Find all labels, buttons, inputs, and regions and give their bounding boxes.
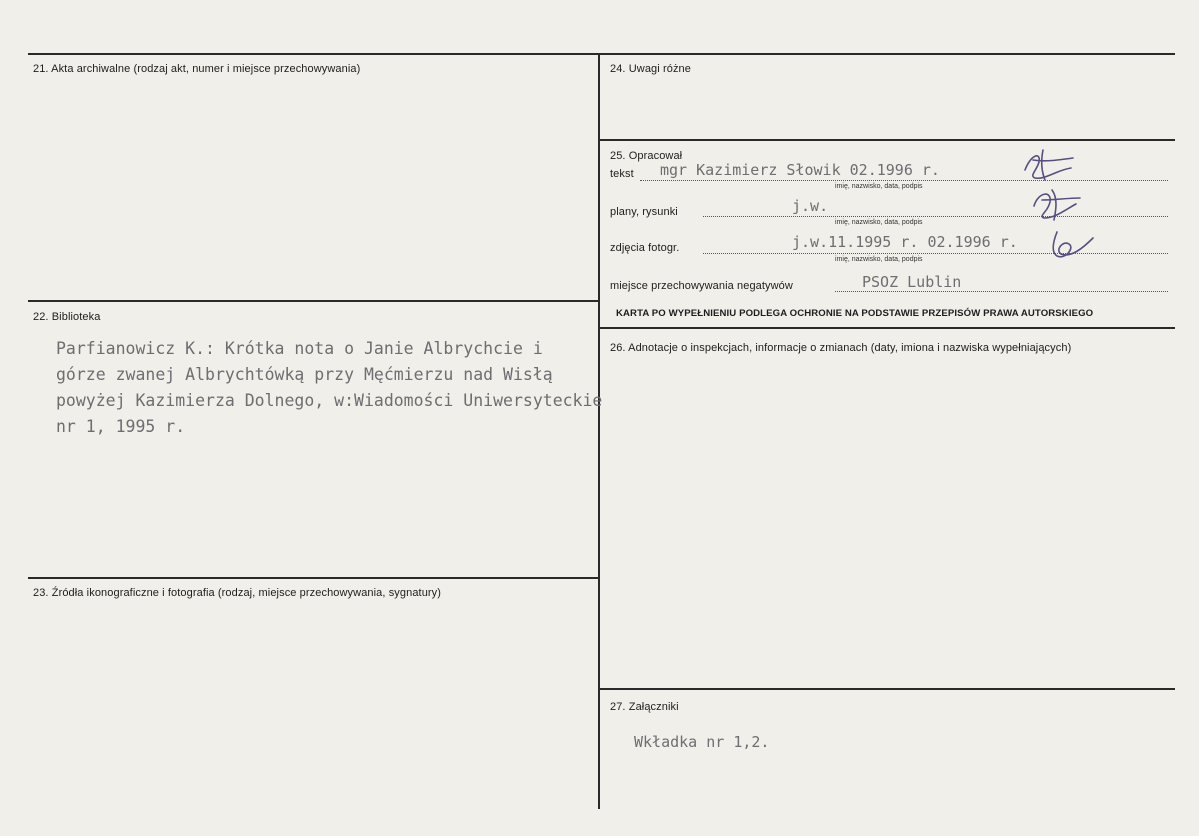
- zdjecia-value: j.w.11.1995 r. 02.1996 r.: [792, 233, 1018, 251]
- tekst-value: mgr Kazimierz Słowik 02.1996 r.: [660, 161, 940, 179]
- section-27-label: 27. Załączniki: [610, 701, 679, 713]
- rule-right-25: [599, 139, 1175, 141]
- top-rule-right: [599, 53, 1175, 55]
- section-25-label: 25. Opracował: [610, 150, 683, 162]
- library-entry-line-4: nr 1, 1995 r.: [56, 417, 186, 436]
- section-21-label: 21. Akta archiwalne (rodzaj akt, numer i miejsce przechowywania): [33, 63, 361, 75]
- library-entry-line-2: górze zwanej Albrychtówką przy Męćmierzu nad Wisłą: [56, 365, 553, 384]
- section-23-label: 23. Źródła ikonograficzne i fotografia (rodzaj, miejsce przechowywania, sygnatury): [33, 587, 442, 599]
- section-24-label: 24. Uwagi różne: [610, 63, 691, 75]
- plany-value: j.w.: [792, 197, 829, 215]
- zdjecia-caption: imię, nazwisko, data, podpis: [835, 256, 923, 263]
- attachments-value: Wkładka nr 1,2.: [634, 733, 770, 751]
- signature-zdjecia: [1035, 228, 1097, 262]
- negatywy-line: [835, 291, 1168, 292]
- top-rule-left: [28, 53, 599, 55]
- tekst-caption: imię, nazwisko, data, podpis: [835, 183, 923, 190]
- rule-right-26: [599, 327, 1175, 329]
- signature-plany: [1028, 186, 1088, 222]
- zdjecia-label: zdjęcia fotogr.: [610, 242, 680, 254]
- plany-caption: imię, nazwisko, data, podpis: [835, 219, 923, 226]
- tekst-label: tekst: [610, 168, 634, 180]
- library-entry-line-1: Parfianowicz K.: Krótka nota o Janie Albrychcie i: [56, 339, 543, 358]
- rule-left-22: [28, 300, 599, 302]
- section-26-label: 26. Adnotacje o inspekcjach, informacje o zmianach (daty, imiona i nazwiska wypełniających): [610, 342, 1072, 354]
- zdjecia-line: [703, 253, 1168, 254]
- negatywy-label: miejsce przechowywania negatywów: [610, 280, 793, 292]
- rule-left-23: [28, 577, 599, 579]
- negatywy-value: PSOZ Lublin: [862, 273, 962, 291]
- library-entry-line-3: powyżej Kazimierza Dolnego, w:Wiadomości Uniwersyteckie: [56, 391, 603, 410]
- center-divider: [598, 53, 600, 809]
- plany-line: [703, 216, 1168, 217]
- copyright-notice: KARTA PO WYPEŁNIENIU PODLEGA OCHRONIE NA PODSTAWIE PRZEPISÓW PRAWA AUTORSKIEGO: [616, 308, 1094, 319]
- plany-label: plany, rysunki: [610, 206, 678, 218]
- section-22-label: 22. Biblioteka: [33, 311, 101, 323]
- rule-right-27: [599, 688, 1175, 690]
- signature-tekst: [1015, 148, 1085, 184]
- tekst-line: [640, 180, 1168, 181]
